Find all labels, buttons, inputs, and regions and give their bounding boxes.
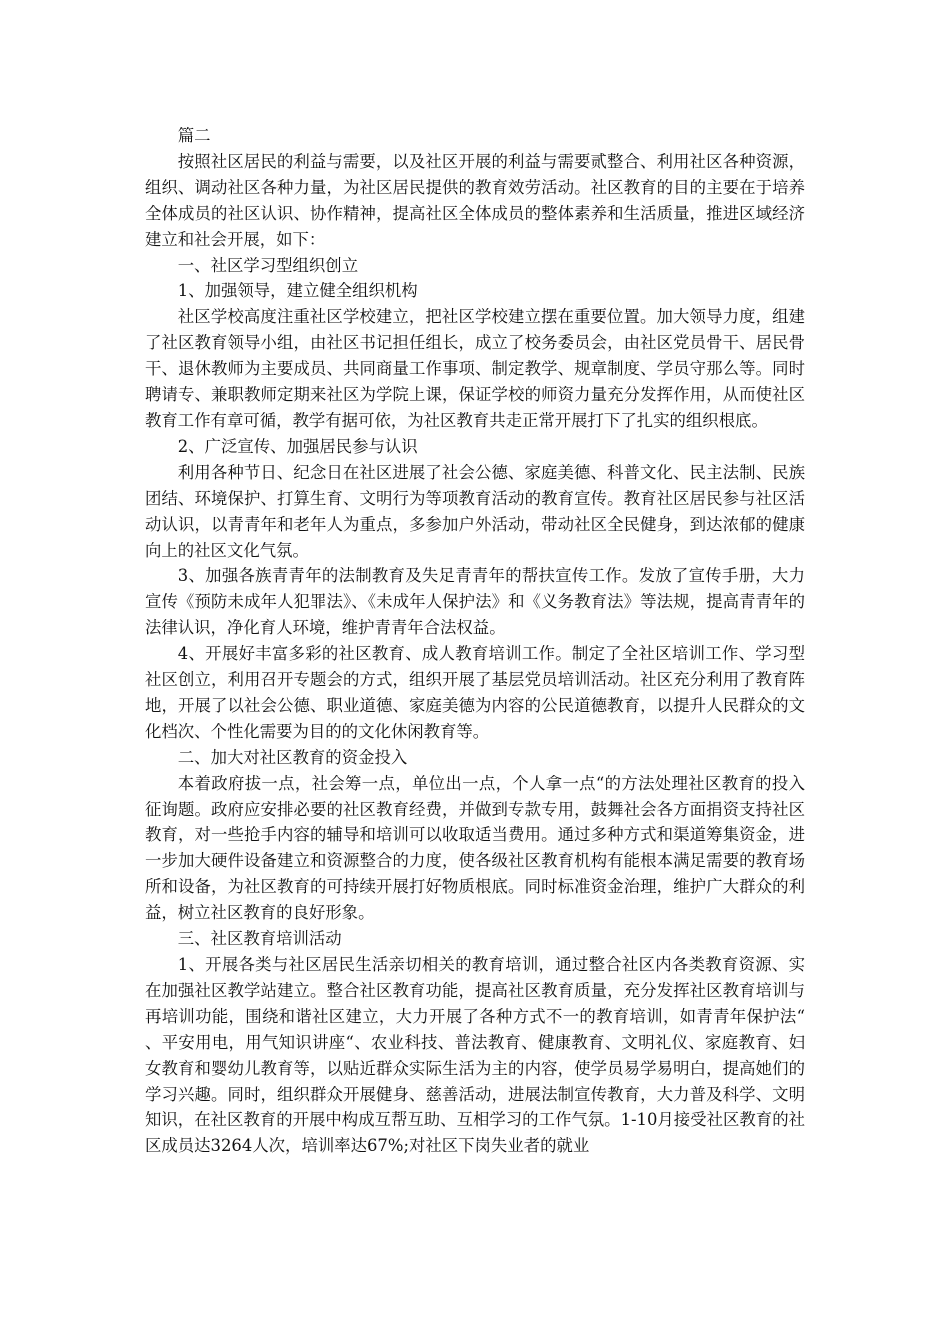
heading: 三、社区教育培训活动 [177, 929, 342, 949]
paragraph: 社区学校高度注重社区学校建立，把社区学校建立摆在重要位置。加大领导力度，组建了社区教育领导小组，由社区书记担任组长，成立了校务委员会，由社区党员骨干、居民骨干、退休教师为主要成员、共同商量工作事项、制定教学、规章制度、学员守那么等。同时聘请专、兼职教师定期来社区为学院上课，保证学校的师资力量充分发挥作用，从而使社区教育工作有章可循，教学有据可依，为社区教育共走正常开展打下了扎实的组织根底。 [145, 307, 805, 430]
paragraph: 本着政府拔一点，社会筹一点，单位出一点，个人拿一点“的方法处理社区教育的投入征询题。政府应安排必要的社区教育经费，并做到专款专用，鼓舞社会各方面捐资支持社区教育，对一些抢手内容的辅导和培训可以收取适当费用。通过多种方式和渠道筹集资金，进一步加大硬件设备建立和资源整合的力度，使各级社区教育机构有能根本满足需要的教育场所和设备，为社区教育的可持续开展打好物质根底。同时标准资金治理，维护广大群众的利益，树立社区教育的良好形象。 [145, 773, 805, 923]
subheading: 1、加强领导，建立健全组织机构 [177, 281, 418, 301]
paragraph: 按照社区居民的利益与需要，以及社区开展的利益与需要贰整合、利用社区各种资源，组织、调动社区各种力量，为社区居民提供的教育效劳活动。社区教育的目的主要在于培养全体成员的社区认识、协作精神，提高社区全体成员的整体素养和生活质量，推进区域经济建立和社会开展，如下： [145, 151, 805, 249]
paragraph: 3、加强各族青青年的法制教育及失足青青年的帮扶宣传工作。发放了宣传手册，大力宣传《预防未成年人犯罪法》、《未成年人保护法》和《义务教育法》等法规，提高青青年的法律认识，净化育人环境，维护青青年合法权益。 [145, 566, 805, 638]
subheading: 2、广泛宣传、加强居民参与认识 [177, 436, 418, 456]
section-title: 篇二 [177, 126, 211, 145]
paragraph: 利用各种节日、纪念日在社区进展了社会公德、家庭美德、科普文化、民主法制、民族团结、环境保护、打算生育、文明行为等项教育活动的教育宣传。教育社区居民参与社区活动认识，以青青年和老年人为重点，多参加户外活动，带动社区全民健身，到达浓郁的健康向上的社区文化气氛。 [145, 462, 805, 560]
heading: 二、加大对社区教育的资金投入 [177, 747, 408, 767]
document-body [145, 123, 805, 1159]
paragraph: 4、开展好丰富多彩的社区教育、成人教育培训工作。制定了全社区培训工作、学习型社区创立，利用召开专题会的方式，组织开展了基层党员培训活动。社区充分利用了教育阵地，开展了以社会公德、职业道德、家庭美德为内容的公民道德教育，以提升人民群众的文化档次、个性化需要为目的的文化休闲教育等。 [145, 644, 805, 741]
heading: 一、社区学习型组织创立 [177, 255, 359, 275]
paragraph: 1、开展各类与社区居民生活亲切相关的教育培训，通过整合社区内各类教育资源、实在加强社区教学站建立。整合社区教育功能，提高社区教育质量，充分发挥社区教育培训与再培训功能，围绕和谐社区建立，大力开展了各种方式不一的教育培训，如青青年保护法“、平安用电，用气知识讲座“、农业科技、普法教育、健康教育、文明礼仪、家庭教育、妇女教育和婴幼儿教育等，以贴近群众实际生活为主的内容，使学员易学易明白，提高她们的学习兴趣。同时，组织群众开展健身、慈善活动，进展法制宣传教育，大力普及科学、文明知识，在社区教育的开展中构成互帮互助、互相学习的工作气氛。1-10月接受社区教育的社区成员达3264人次，培训率达67%;对社区下岗失业者的就业 [145, 955, 805, 1156]
